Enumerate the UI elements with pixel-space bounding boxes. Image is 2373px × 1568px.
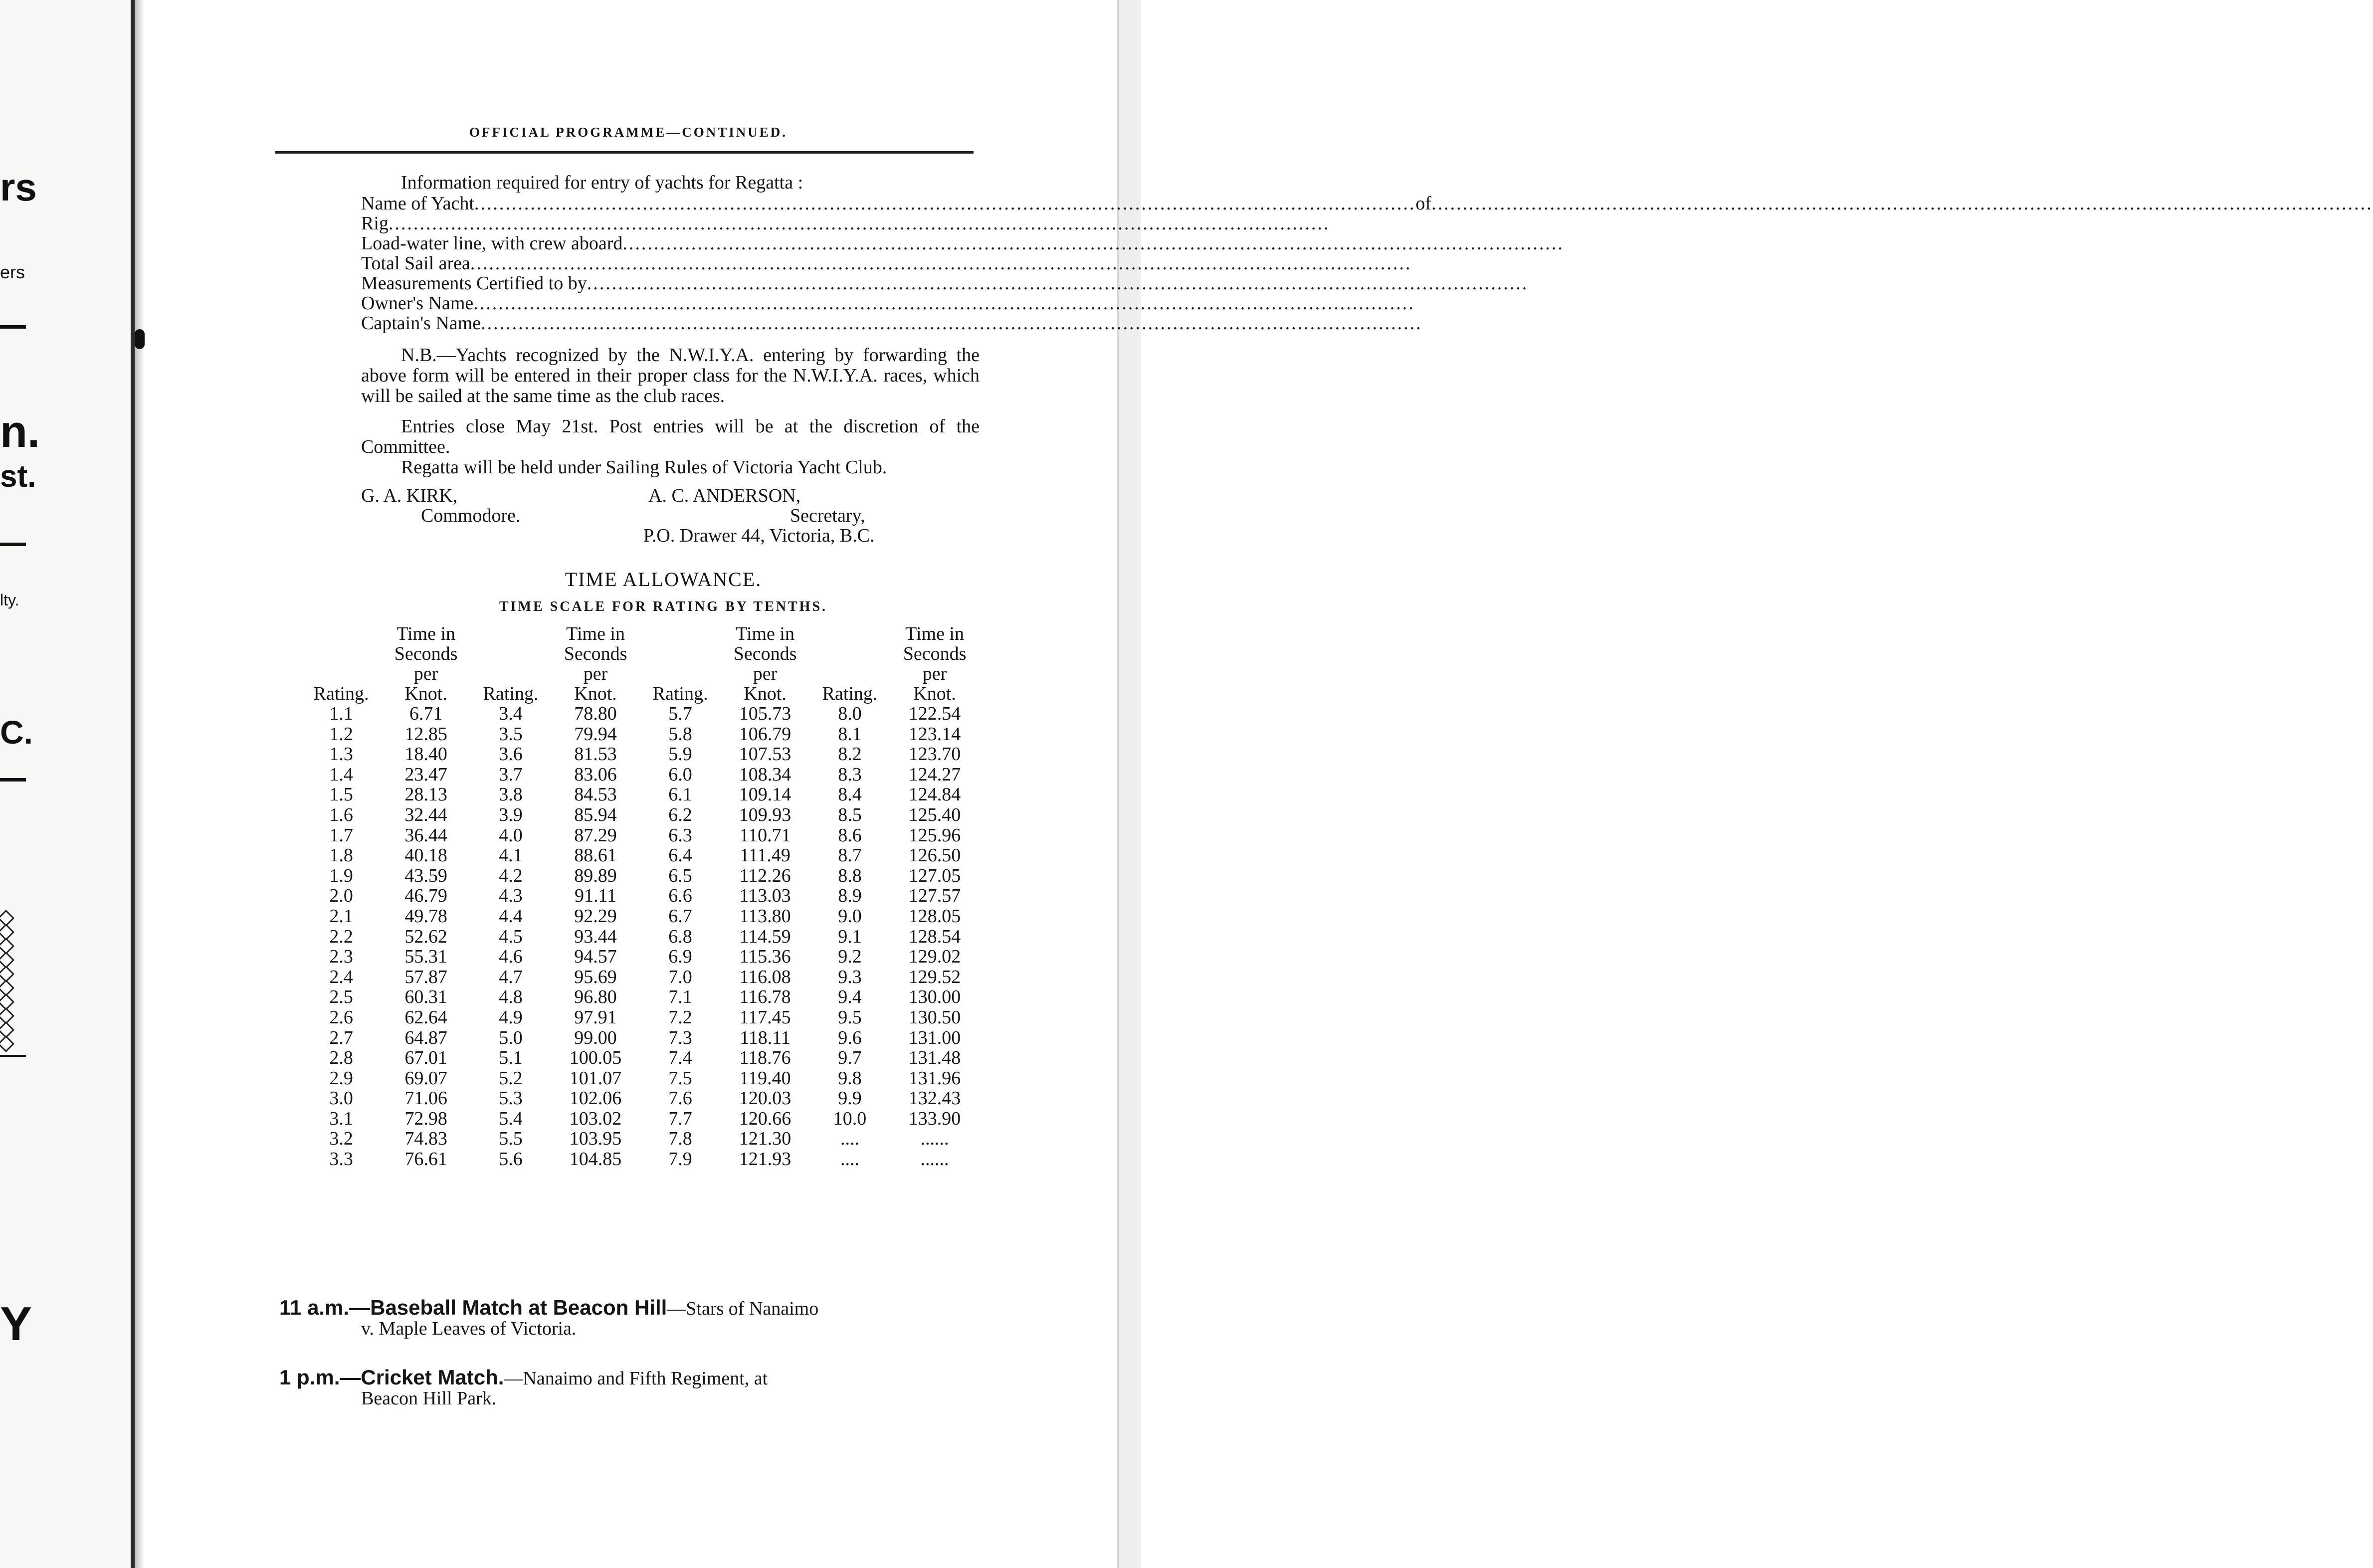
rating-cell: 5.8 (668, 723, 692, 745)
rating-cell: 8.5 (838, 804, 862, 825)
seconds-cell: 103.02 (569, 1108, 622, 1129)
rating-cell: 1.6 (329, 804, 353, 825)
rating-cell: 9.2 (838, 946, 862, 968)
rating-cell: 3.7 (499, 764, 523, 785)
rating-cell: 3.8 (499, 784, 523, 805)
seconds-cell: 83.06 (574, 764, 617, 785)
table-row (299, 927, 978, 947)
rating-cell: 7.9 (668, 1149, 692, 1170)
table-row (299, 784, 978, 805)
seconds-cell: 28.13 (404, 784, 447, 805)
rating-cell: 3.2 (329, 1128, 353, 1150)
rating-cell: 1.1 (329, 703, 353, 724)
seconds-cell: 67.01 (404, 1047, 447, 1069)
fragment-text: n. (0, 407, 40, 457)
form-field-name (361, 193, 2373, 214)
table-row (299, 765, 978, 785)
seconds-cell: 118.76 (739, 1047, 791, 1069)
rating-cell: 3.9 (499, 804, 523, 825)
field-leader: ....................................................................................................................................................... (622, 233, 1564, 254)
seconds-cell: 120.03 (739, 1088, 791, 1109)
rating-cell: 9.6 (838, 1027, 862, 1048)
seconds-cell: 118.11 (740, 1027, 791, 1048)
rating-cell: 9.5 (838, 1006, 862, 1028)
seconds-cell: ...... (920, 1149, 949, 1170)
rating-cell: 2.0 (329, 885, 353, 907)
rating-cell: 7.2 (668, 1006, 692, 1028)
rating-cell: 5.4 (499, 1108, 523, 1129)
secretary-address: P.O. Drawer 44, Victoria, B.C. (643, 525, 875, 546)
table-row (299, 1088, 978, 1109)
seconds-cell: 103.95 (569, 1128, 622, 1150)
seconds-cell: 117.45 (739, 1006, 791, 1028)
seconds-cell: 12.85 (404, 723, 447, 745)
rating-cell: 4.8 (499, 986, 523, 1008)
rating-cell: 5.1 (499, 1047, 523, 1069)
rating-cell: 2.9 (329, 1067, 353, 1089)
table-row (299, 1109, 978, 1129)
seconds-cell: 101.07 (569, 1067, 622, 1089)
seconds-cell: 113.03 (739, 885, 791, 907)
field-leader: ....................................................................................................................................................... (388, 213, 1330, 234)
previous-page-fragment (0, 0, 136, 1568)
form-field-load-water-line (361, 233, 1564, 254)
seconds-cell: 131.96 (908, 1067, 961, 1089)
programme-page (279, 125, 2373, 1170)
fragment-text: rs (0, 165, 37, 209)
event-time: 11 a.m.— (279, 1296, 371, 1319)
seconds-cell: 104.85 (569, 1149, 622, 1170)
form-field-owner (361, 293, 1415, 314)
seconds-cell: 87.29 (574, 824, 617, 846)
seconds-cell: 106.79 (739, 723, 791, 745)
column-header-time: Time in Seconds per Knot. (394, 623, 458, 704)
seconds-cell: 64.87 (404, 1027, 447, 1048)
rating-cell: .... (840, 1149, 860, 1170)
seconds-cell: 36.44 (404, 824, 447, 846)
rating-cell: 4.4 (499, 905, 523, 927)
seconds-cell: 55.31 (404, 946, 447, 968)
seconds-cell: 6.71 (409, 703, 443, 724)
seconds-cell: 95.69 (574, 966, 617, 987)
fragment-text: st. (0, 459, 36, 494)
seconds-cell: 122.54 (908, 703, 961, 724)
seconds-cell: 93.44 (574, 926, 617, 947)
seconds-cell: 128.54 (908, 926, 961, 947)
fragment-text: Y (0, 1297, 32, 1351)
rating-cell: 2.6 (329, 1006, 353, 1028)
rating-cell: 3.0 (329, 1088, 353, 1109)
seconds-cell: 128.05 (908, 905, 961, 927)
rating-cell: 6.8 (668, 926, 692, 947)
rating-cell: 1.9 (329, 865, 353, 886)
seconds-cell: 112.26 (739, 865, 791, 886)
rating-cell: 2.8 (329, 1047, 353, 1069)
seconds-cell: 133.90 (908, 1108, 961, 1129)
seconds-cell: 71.06 (404, 1088, 447, 1109)
field-leader: ....................................................................................................................................................... (1431, 193, 2373, 214)
table-row (299, 805, 978, 825)
seconds-cell: 96.80 (574, 986, 617, 1008)
field-leader: ....................................................................................................................................................... (470, 253, 1412, 274)
rating-cell: 3.3 (329, 1149, 353, 1170)
entries-paragraph: Entries close May 21st. Post entries will be at the discretion of the Committee. (361, 416, 980, 457)
book-spine (131, 0, 135, 1568)
rating-cell: 7.6 (668, 1088, 692, 1109)
seconds-cell: 46.79 (404, 885, 447, 907)
table-row (299, 866, 978, 886)
rating-cell: 8.8 (838, 865, 862, 886)
time-allowance-title: TIME ALLOWANCE. (565, 568, 762, 590)
page-header: OFFICIAL PROGRAMME—CONTINUED. (469, 125, 788, 140)
seconds-cell: 107.53 (739, 744, 791, 765)
rating-cell: 6.2 (668, 804, 692, 825)
form-field-sail-area (361, 253, 1412, 274)
fragment-rule (0, 1055, 26, 1057)
fragment-text: ers (0, 262, 25, 282)
seconds-cell: 100.05 (569, 1047, 622, 1069)
rating-cell: 8.7 (838, 845, 862, 866)
seconds-cell: 81.53 (574, 744, 617, 765)
fragment-rule (0, 325, 26, 329)
seconds-cell: 18.40 (404, 744, 447, 765)
seconds-cell: 89.89 (574, 865, 617, 886)
event-detail: —Nanaimo and Fifth Regiment, at (504, 1368, 768, 1389)
time-allowance-table (299, 624, 978, 1170)
event-detail-line2: Beacon Hill Park. (361, 1388, 497, 1409)
seconds-cell: 84.53 (574, 784, 617, 805)
seconds-cell: 99.00 (574, 1027, 617, 1048)
rating-cell: 1.2 (329, 723, 353, 745)
seconds-cell: 121.93 (739, 1149, 791, 1170)
signatures (279, 485, 978, 550)
rating-cell: 9.0 (838, 905, 862, 927)
form-field-measurements (361, 273, 1529, 294)
rating-cell: 6.6 (668, 885, 692, 907)
seconds-cell: 124.27 (908, 764, 961, 785)
seconds-cell: ...... (920, 1128, 949, 1150)
field-label: Load-water line, with crew aboard (361, 233, 623, 254)
table-row (299, 906, 978, 927)
table-row (299, 1028, 978, 1048)
field-leader: ....................................................................................................................................................... (481, 313, 1422, 334)
table-row (299, 724, 978, 745)
seconds-cell: 120.66 (739, 1108, 791, 1129)
table-row (299, 704, 978, 724)
secretary-name: A. C. ANDERSON, (648, 485, 801, 506)
seconds-cell: 88.61 (574, 845, 617, 866)
seconds-cell: 72.98 (404, 1108, 447, 1129)
seconds-cell: 105.73 (739, 703, 791, 724)
seconds-cell: 79.94 (574, 723, 617, 745)
seconds-cell: 116.78 (739, 986, 791, 1008)
rating-cell: 9.3 (838, 966, 862, 987)
rating-cell: 4.3 (499, 885, 523, 907)
entry-form-intro: Information required for entry of yachts for Regatta : (401, 172, 803, 193)
field-label: of (1415, 193, 1432, 214)
header-rule (275, 151, 974, 154)
rating-cell: 3.6 (499, 744, 523, 765)
event-detail-line2: v. Maple Leaves of Victoria. (361, 1318, 577, 1339)
rating-cell: 1.4 (329, 764, 353, 785)
column-header-rating: Rating. (652, 683, 708, 704)
seconds-cell: 126.50 (908, 845, 961, 866)
seconds-cell: 78.80 (574, 703, 617, 724)
form-field-rig (361, 213, 1330, 234)
rating-cell: 2.5 (329, 986, 353, 1008)
seconds-cell: 109.14 (739, 784, 791, 805)
rating-cell: 4.1 (499, 845, 523, 866)
seconds-cell: 130.00 (908, 986, 961, 1008)
table-row (299, 987, 978, 1007)
rating-cell: 5.2 (499, 1067, 523, 1089)
seconds-cell: 69.07 (404, 1067, 447, 1089)
seconds-cell: 116.08 (739, 966, 791, 987)
rating-cell: 5.3 (499, 1088, 523, 1109)
table-row (299, 825, 978, 846)
rating-cell: 1.7 (329, 824, 353, 846)
rating-cell: 8.4 (838, 784, 862, 805)
seconds-cell: 102.06 (569, 1088, 622, 1109)
rating-cell: 7.0 (668, 966, 692, 987)
rating-cell: 4.9 (499, 1006, 523, 1028)
rating-cell: 10.0 (833, 1108, 867, 1129)
table-row (299, 967, 978, 987)
rating-cell: 8.6 (838, 824, 862, 846)
field-label: Captain's Name (361, 313, 481, 334)
seconds-cell: 119.40 (739, 1067, 791, 1089)
field-label: Measurements Certified to by (361, 273, 587, 294)
rating-cell: 6.1 (668, 784, 692, 805)
seconds-cell: 85.94 (574, 804, 617, 825)
rating-cell: 8.0 (838, 703, 862, 724)
seconds-cell: 124.84 (908, 784, 961, 805)
field-label: Rig (361, 213, 389, 234)
seconds-cell: 94.57 (574, 946, 617, 968)
seconds-cell: 131.00 (908, 1027, 961, 1048)
rating-cell: 6.7 (668, 905, 692, 927)
table-row (299, 947, 978, 967)
seconds-cell: 52.62 (404, 926, 447, 947)
field-leader: ....................................................................................................................................................... (473, 293, 1415, 314)
rating-cell: 6.5 (668, 865, 692, 886)
seconds-cell: 129.52 (908, 966, 961, 987)
rating-cell: 7.7 (668, 1108, 692, 1129)
rating-cell: 7.4 (668, 1047, 692, 1069)
seconds-cell: 92.29 (574, 905, 617, 927)
event-time: 1 p.m.— (279, 1366, 361, 1389)
rating-cell: 9.9 (838, 1088, 862, 1109)
field-leader: ....................................................................................................................................................... (587, 273, 1529, 294)
rating-cell: 5.6 (499, 1149, 523, 1170)
seconds-cell: 123.70 (908, 744, 961, 765)
seconds-cell: 109.93 (739, 804, 791, 825)
rating-cell: 9.8 (838, 1067, 862, 1089)
field-label: Owner's Name (361, 293, 474, 314)
rating-cell: 5.0 (499, 1027, 523, 1048)
rating-cell: 7.8 (668, 1128, 692, 1150)
rating-cell: 8.1 (838, 723, 862, 745)
table-row (299, 1149, 978, 1170)
seconds-cell: 49.78 (404, 905, 447, 927)
table-row (299, 1007, 978, 1028)
binding-mark (135, 329, 145, 349)
seconds-cell: 125.96 (908, 824, 961, 846)
seconds-cell: 57.87 (404, 966, 447, 987)
secretary-title: Secretary, (790, 505, 865, 526)
rating-cell: 1.8 (329, 845, 353, 866)
nb-paragraph: N.B.—Yachts recognized by the N.W.I.Y.A. entering by forwarding the above form will be entered in their proper class for the N.W.I.Y.A. races, which will be sailed at the same time as the club races. (361, 345, 980, 406)
rating-cell: 4.5 (499, 926, 523, 947)
rating-cell: 5.5 (499, 1128, 523, 1150)
column-header-rating: Rating. (313, 683, 369, 704)
field-label: Total Sail area (361, 253, 470, 274)
rating-cell: 3.1 (329, 1108, 353, 1129)
column-header-rating: Rating. (483, 683, 539, 704)
rating-cell: 4.0 (499, 824, 523, 846)
table-row (299, 1129, 978, 1149)
rating-cell: 6.0 (668, 764, 692, 785)
event-cricket (279, 1366, 978, 1409)
rating-cell: 9.7 (838, 1047, 862, 1069)
seconds-cell: 131.48 (908, 1047, 961, 1069)
table-row (299, 1048, 978, 1068)
commodore-title: Commodore. (421, 505, 521, 526)
fragment-text: C. (0, 714, 33, 751)
rating-cell: 6.9 (668, 946, 692, 968)
rating-cell: 2.3 (329, 946, 353, 968)
rating-cell: 8.9 (838, 885, 862, 907)
time-allowance-rows (299, 704, 978, 1170)
field-leader: ....................................................................................................................................................... (474, 193, 1416, 214)
rating-cell: 3.5 (499, 723, 523, 745)
commodore-name: G. A. KIRK, (361, 485, 458, 506)
seconds-cell: 60.31 (404, 986, 447, 1008)
table-row (299, 845, 978, 866)
rating-cell: 2.1 (329, 905, 353, 927)
seconds-cell: 40.18 (404, 845, 447, 866)
seconds-cell: 97.91 (574, 1006, 617, 1028)
seconds-cell: 43.59 (404, 865, 447, 886)
table-row (299, 744, 978, 765)
fragment-rule (0, 778, 26, 782)
column-header-time: Time in Seconds per Knot. (564, 623, 627, 704)
rating-cell: 4.7 (499, 966, 523, 987)
rating-cell: 7.5 (668, 1067, 692, 1089)
entry-form (279, 193, 2373, 334)
rating-cell: 9.1 (838, 926, 862, 947)
rating-cell: 4.6 (499, 946, 523, 968)
column-header-rating: Rating. (822, 683, 878, 704)
rating-cell: 8.2 (838, 744, 862, 765)
rating-cell: 7.1 (668, 986, 692, 1008)
rating-cell: 1.3 (329, 744, 353, 765)
seconds-cell: 121.30 (739, 1128, 791, 1150)
rating-cell: 6.3 (668, 824, 692, 846)
seconds-cell: 62.64 (404, 1006, 447, 1028)
time-allowance-subtitle: TIME SCALE FOR RATING BY TENTHS. (499, 599, 828, 614)
seconds-cell: 129.02 (908, 946, 961, 968)
rating-cell: 2.7 (329, 1027, 353, 1048)
ornament-border (0, 911, 11, 1040)
seconds-cell: 132.43 (908, 1088, 961, 1109)
column-header-time: Time in Seconds per Knot. (903, 623, 967, 704)
column-header-time: Time in Seconds per Knot. (733, 623, 797, 704)
seconds-cell: 76.61 (404, 1149, 447, 1170)
seconds-cell: 115.36 (739, 946, 791, 968)
event-detail: —Stars of Nanaimo (667, 1298, 819, 1319)
rating-cell: 3.4 (499, 703, 523, 724)
event-title: Baseball Match at Beacon Hill (370, 1296, 667, 1319)
rating-cell: 2.2 (329, 926, 353, 947)
seconds-cell: 130.50 (908, 1006, 961, 1028)
event-title: Cricket Match. (361, 1366, 504, 1389)
rating-cell: .... (840, 1128, 860, 1150)
seconds-cell: 32.44 (404, 804, 447, 825)
seconds-cell: 123.14 (908, 723, 961, 745)
seconds-cell: 108.34 (739, 764, 791, 785)
seconds-cell: 23.47 (404, 764, 447, 785)
regatta-paragraph: Regatta will be held under Sailing Rules of Victoria Yacht Club. (401, 457, 887, 478)
seconds-cell: 110.71 (739, 824, 791, 846)
rating-cell: 9.4 (838, 986, 862, 1008)
seconds-cell: 114.59 (739, 926, 791, 947)
field-label: Name of Yacht (361, 193, 474, 214)
rating-cell: 4.2 (499, 865, 523, 886)
seconds-cell: 91.11 (575, 885, 617, 907)
spine-shadow (135, 0, 144, 1568)
fragment-text: lty. (0, 591, 19, 609)
table-row (299, 1068, 978, 1089)
rating-cell: 7.3 (668, 1027, 692, 1048)
seconds-cell: 111.49 (740, 845, 791, 866)
rating-cell: 8.3 (838, 764, 862, 785)
seconds-cell: 113.80 (739, 905, 791, 927)
rating-cell: 1.5 (329, 784, 353, 805)
seconds-cell: 127.57 (908, 885, 961, 907)
rating-cell: 5.9 (668, 744, 692, 765)
rating-cell: 6.4 (668, 845, 692, 866)
rating-cell: 5.7 (668, 703, 692, 724)
table-header-row (299, 624, 978, 704)
seconds-cell: 74.83 (404, 1128, 447, 1150)
rating-cell: 2.4 (329, 966, 353, 987)
event-baseball (279, 1296, 978, 1340)
form-field-captain (361, 313, 1422, 334)
seconds-cell: 127.05 (908, 865, 961, 886)
fragment-rule (0, 543, 26, 546)
seconds-cell: 125.40 (908, 804, 961, 825)
table-row (299, 886, 978, 906)
